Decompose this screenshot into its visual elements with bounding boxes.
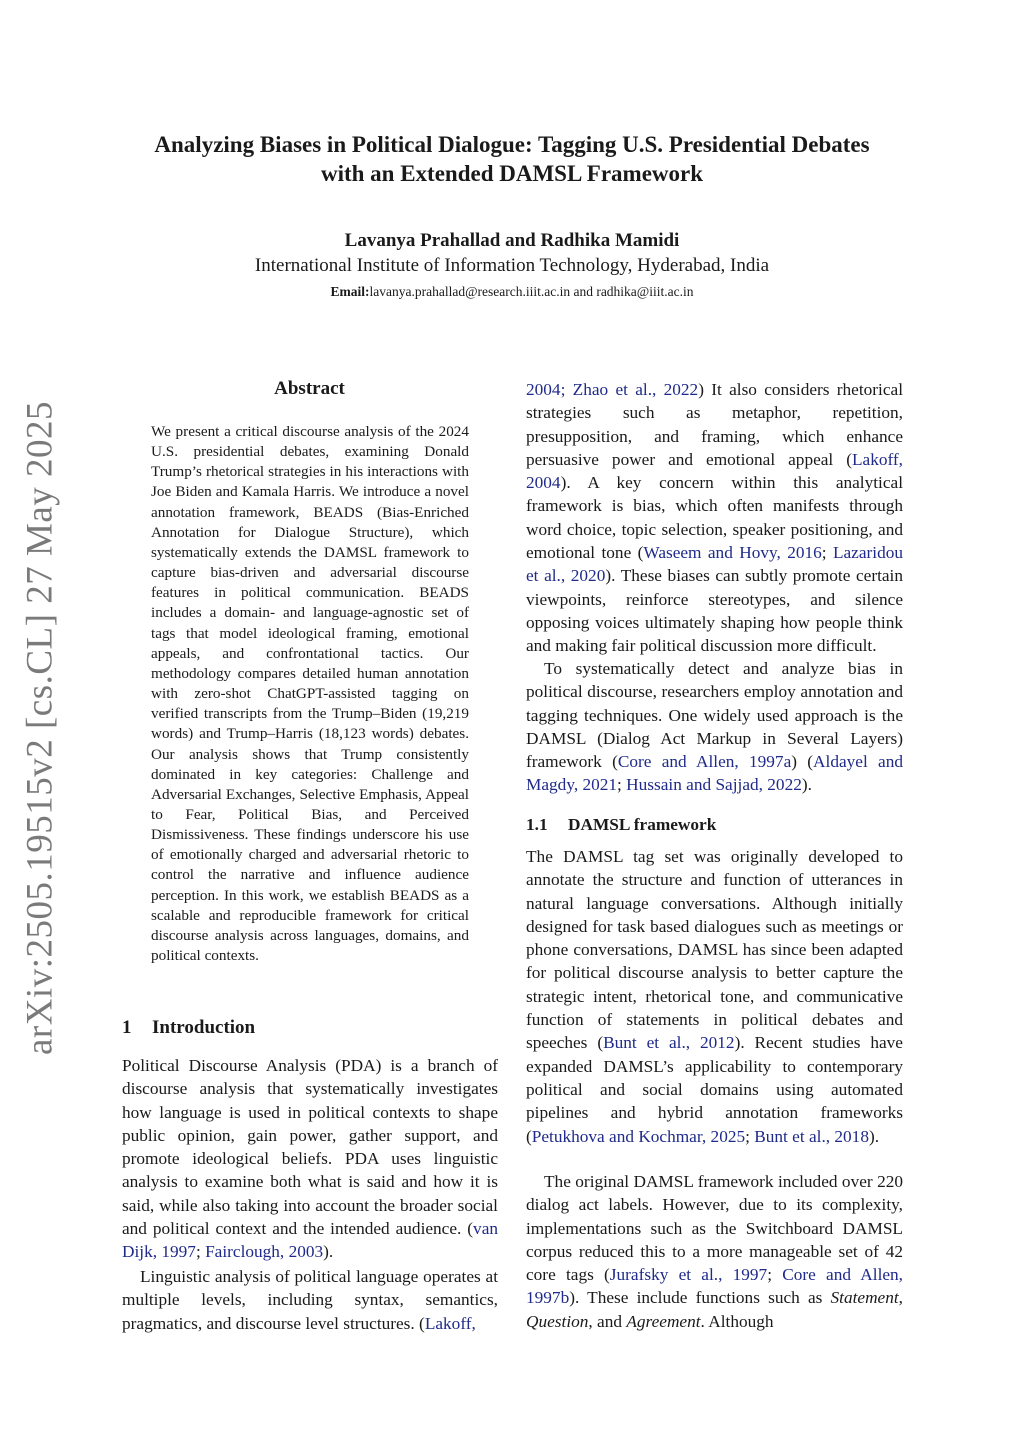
paragraph-text: ). A key concern within this analytical framework is bias, which often manifests through word choice, topic selection, speaker positioning, and emotional tone (: [526, 473, 903, 563]
paragraph-text: . Although: [700, 1311, 774, 1331]
intro-paragraph-1: [122, 1054, 498, 1264]
paragraph-text: The original DAMSL framework included over 220 dialog act labels. However, due to its complexity, implementations such as the Switchboard DAMSL corpus reduced this to a more manageable set of 42 core tags (: [526, 1172, 903, 1285]
right-paragraph-1: [526, 378, 903, 658]
term-statement: Statement: [830, 1288, 899, 1308]
citation-link[interactable]: Bunt et al., 2018: [754, 1126, 869, 1146]
section-heading-introduction: [122, 1017, 255, 1039]
term-question: Question: [526, 1311, 589, 1331]
arxiv-identifier: arXiv:2505.19515v2 [cs.CL] 27 May 2025: [19, 400, 61, 1056]
email-addresses: lavanya.prahallad@research.iiit.ac.in and radhika@iiit.ac.in: [369, 284, 694, 299]
section-title: Introduction: [152, 1017, 256, 1038]
section-number: 1: [122, 1017, 132, 1038]
citation-link[interactable]: Lazaridou et al., 2020: [526, 543, 903, 586]
subsection-title: DAMSL framework: [568, 815, 717, 834]
email-label: Email:: [330, 284, 370, 299]
paragraph-text: ) (: [791, 752, 814, 772]
paper-title-line-2: with an Extended DAMSL Framework: [320, 161, 704, 186]
citation-link[interactable]: Jurafsky et al., 1997: [609, 1265, 768, 1285]
paragraph-text: ).: [801, 775, 812, 795]
paragraph-text: ). These biases can subtly promote certain viewpoints, reinforce stereotypes, and silence opposing voices ultimately shaping how people think and making fair political discussion more difficult.: [526, 566, 903, 656]
paragraph-text: To systematically detect and analyze bias in political discourse, researchers employ annotation and tagging techniques. One widely used approach is the DAMSL (Dialog Act Markup in Several Layers) framework (: [526, 659, 903, 772]
paragraph-text: ). These include functions such as: [569, 1288, 831, 1308]
citation-link[interactable]: Lakoff, 2004: [526, 449, 903, 493]
citation-link[interactable]: Fairclough, 2003: [205, 1242, 324, 1262]
citation-separator: ;: [767, 1265, 783, 1285]
abstract-heading: Abstract: [274, 378, 345, 399]
affiliation: International Institute of Information Technology, Hyderabad, India: [254, 255, 770, 276]
right-paragraph-2: [526, 657, 903, 797]
citation-separator: ;: [617, 775, 627, 795]
authors: Lavanya Prahallad and Radhika Mamidi: [344, 230, 680, 251]
paragraph-text: The DAMSL tag set was originally developed to annotate the structure and function of utterances in natural language conversations. Although initially designed for task based dialogues such as meetings or phone conversations, DAMSL has since been adapted for political discourse analysis to better capture the strategic intent, rhetorical tone, and communicative function of statements in political debates and speeches (: [526, 847, 903, 1053]
right-paragraph-3: [526, 845, 903, 1148]
citation-link[interactable]: Petukhova and Kochmar, 2025: [531, 1126, 746, 1146]
paper-title: [100, 130, 924, 188]
paragraph-text: , and: [588, 1311, 627, 1331]
subsection-heading-damsl: [526, 815, 716, 835]
citation-link[interactable]: van Dijk, 1997: [122, 1219, 498, 1262]
email-line: [100, 284, 924, 300]
citation-link[interactable]: Hussain and Sajjad, 2022: [626, 775, 802, 795]
paragraph-text: Linguistic analysis of political language operates at multiple levels, including syntax, semantics, pragmatics, and discourse level structures. (: [122, 1267, 498, 1333]
term-agreement: Agreement: [626, 1311, 701, 1331]
citation-link[interactable]: Lakoff,: [424, 1313, 476, 1333]
paragraph-text: Political Discourse Analysis (PDA) is a branch of discourse analysis that systematically investigates how language is used in political contexts to shape public opinion, gain power, gather support, and promote ideological beliefs. PDA uses linguistic analysis to examine both what is said and how it is said, while also taking into account the broader social and political context and the intended audience. (: [122, 1056, 498, 1239]
intro-paragraph-2: [122, 1265, 498, 1335]
citation-separator: ;: [821, 543, 833, 563]
subsection-number: 1.1: [526, 815, 548, 834]
paper-title-line-1: Analyzing Biases in Political Dialogue: Tagging U.S. Presidential Debates: [154, 132, 870, 157]
citation-link[interactable]: 2004; Zhao et al., 2022: [526, 380, 699, 399]
citation-link[interactable]: Aldayel and Magdy, 2021: [526, 752, 903, 795]
citation-link[interactable]: Core and Allen, 1997b: [526, 1265, 903, 1308]
paragraph-text: ) It also considers rhetorical strategies such as metaphor, repetition, presupposition, and framing, which enhance persuasive power and emotional appeal (: [526, 380, 903, 469]
paragraph-text: ,: [898, 1288, 903, 1308]
citation-link[interactable]: Core and Allen, 1997a: [617, 752, 792, 772]
citation-link[interactable]: Bunt et al., 2012: [603, 1033, 735, 1053]
paragraph-text: ).: [323, 1242, 334, 1262]
paragraph-text: ). Recent studies have expanded DAMSL’s applicability to contemporary political and social domains using automated pipelines and hybrid annotation frameworks (: [526, 1033, 903, 1146]
right-paragraph-4: [526, 1170, 903, 1333]
citation-link[interactable]: Waseem and Hovy, 2016: [643, 543, 822, 563]
citation-separator: ;: [195, 1242, 206, 1262]
paragraph-text: ).: [868, 1126, 880, 1146]
citation-separator: ;: [745, 1126, 755, 1146]
abstract-body: We present a critical discourse analysis of the 2024 U.S. presidential debates, examining Donald Trump’s rhetorical strategies in his interactions with Joe Biden and Kamala Harris. We introduce a novel annotation framework, BEADS (Bias-Enriched Annotation for Dialogue Structure), which systematically extends the DAMSL framework to capture bias-driven and adversarial discourse features in political communication. BEADS includes a domain- and language-agnostic set of tags that model ideological framing, emotional appeals, and confrontational tactics. Our methodology compares detailed human annotation with zero-shot ChatGPT-assisted tagging on verified transcripts from the Trump–Biden (19,219 words) and Trump–Harris (18,123 words) debates. Our analysis shows that Trump consistently dominated in key categories: Challenge and Adversarial Exchanges, Selective Emphasis, Appeal to Fear, Political Bias, and Perceived Dismissiveness. These findings underscore his use of emotionally charged and adversarial rhetoric to control the narrative and influence audience perception. In this work, we establish BEADS as a scalable and reproducible framework for critical discourse analysis across languages, domains, and political contexts.: [151, 423, 469, 965]
